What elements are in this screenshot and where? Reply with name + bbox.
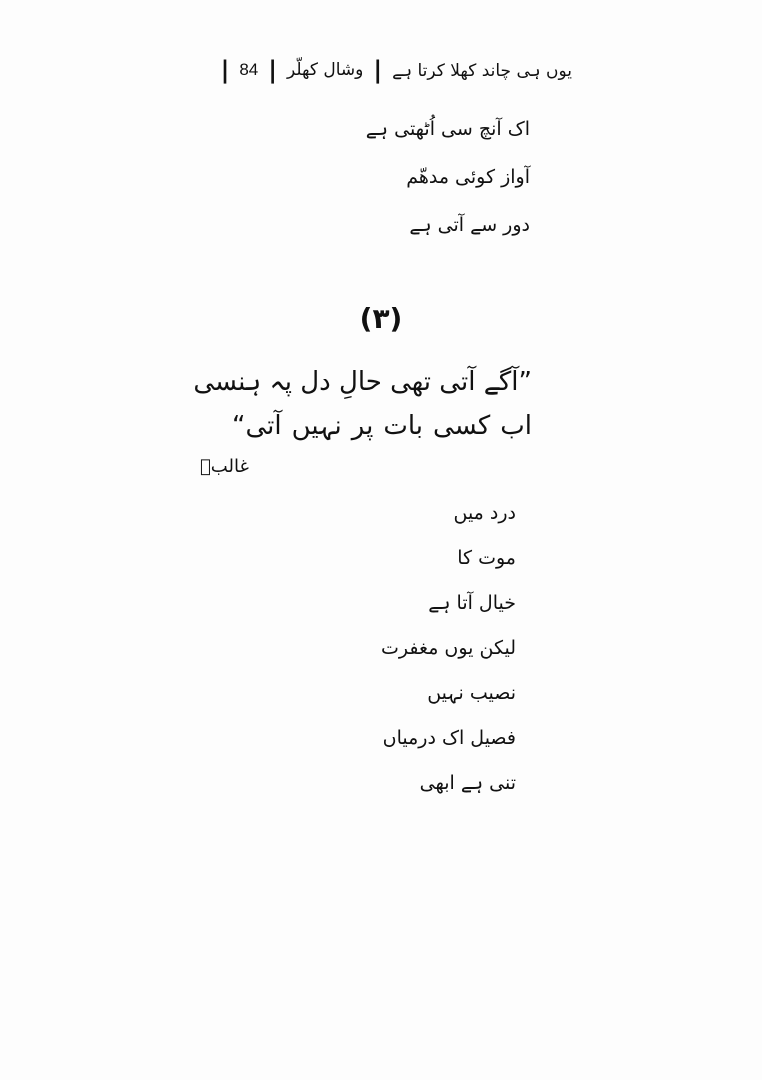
- book-title: یوں ہی چاند کھلا کرتا ہے: [392, 60, 572, 81]
- poem-line: درد میں: [453, 502, 516, 524]
- header-divider: |: [220, 56, 230, 84]
- epigraph-quote: [193, 360, 532, 448]
- quote-attribution: غالبؔ: [200, 456, 249, 477]
- page-number: 84: [239, 60, 259, 79]
- poem-line: اک آنچ سی اُٹھتی ہے: [365, 118, 530, 140]
- poem-line: تنی ہے ابھی: [419, 772, 516, 794]
- quote-line: ”آگے آتی تھی حالِ دل پہ ہنسی: [193, 367, 532, 397]
- author-name: وشال کھلّر: [287, 60, 364, 80]
- running-header: [221, 58, 572, 82]
- quote-line: اب کسی بات پر نہیں آتی“: [232, 411, 532, 441]
- poem-line: فصیل اک درمیاں: [382, 727, 516, 749]
- poem-line: آواز کوئی مدھّم: [406, 166, 530, 188]
- poem-line: نصیب نہیں: [427, 682, 516, 704]
- poem-stanza-2: [381, 500, 516, 796]
- poem-line: خیال آتا ہے: [428, 592, 516, 614]
- poem-line: دور سے آتی ہے: [409, 214, 530, 236]
- poem-stanza-1: [366, 116, 530, 238]
- poem-line: لیکن یوں مغفرت: [381, 637, 516, 659]
- header-divider: |: [268, 56, 278, 84]
- section-number: (۳): [359, 302, 403, 335]
- poem-line: موت کا: [457, 547, 516, 569]
- header-divider: |: [373, 56, 383, 84]
